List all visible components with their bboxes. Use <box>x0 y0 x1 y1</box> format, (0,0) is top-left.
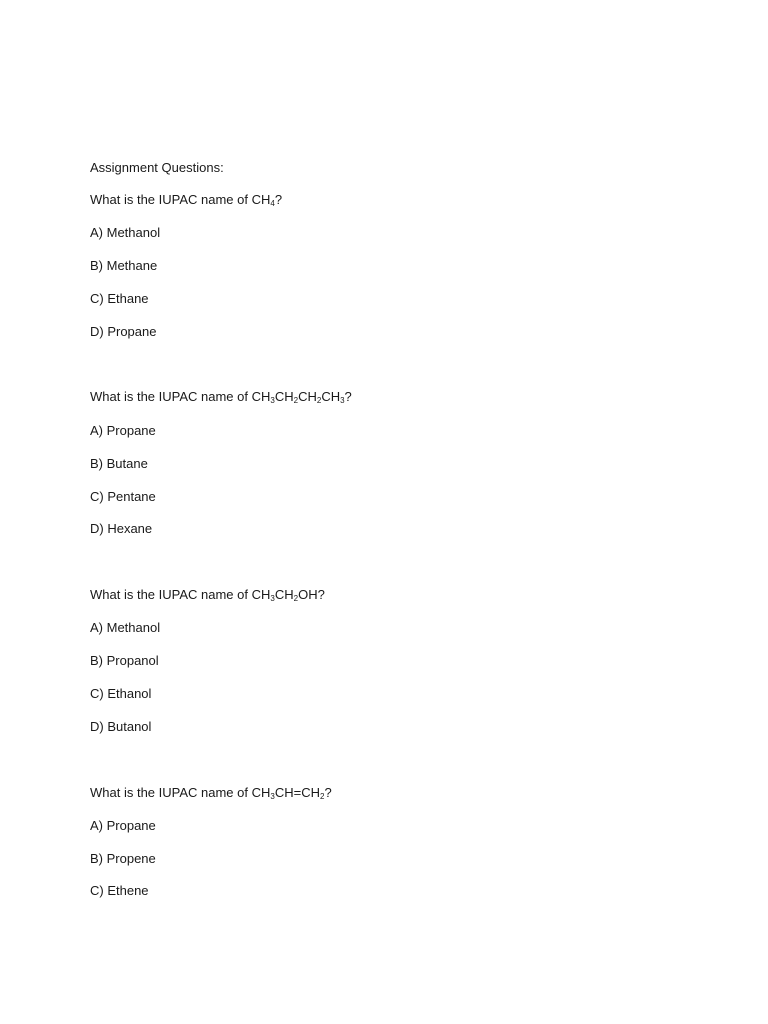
formula-part: CH <box>274 587 294 602</box>
formula-subscript: 2 <box>320 792 325 801</box>
question-3-option-a: A) Methanol <box>90 620 161 635</box>
question-prompt-end: ? <box>274 192 283 207</box>
question-prompt-end: ? <box>324 785 332 800</box>
question-2-option-d: D) Hexane <box>90 521 153 536</box>
formula-part: CH <box>321 389 341 404</box>
formula-part: CH <box>251 192 271 207</box>
question-prompt-text: What is the IUPAC name of <box>90 785 252 800</box>
question-1-option-d: D) Propane <box>90 324 157 339</box>
question-prompt-text: What is the IUPAC name of <box>90 192 252 207</box>
formula-subscript: 2 <box>293 594 299 603</box>
question-2-option-b: B) Butane <box>90 456 148 471</box>
assignment-heading: Assignment Questions: <box>90 160 224 175</box>
question-3-option-b: B) Propanol <box>90 653 159 668</box>
question-1-option-b: B) Methane <box>90 258 158 273</box>
question-1-option-a: A) Methanol <box>90 225 161 240</box>
formula-part: CH=CH <box>274 785 320 800</box>
formula-subscript: 3 <box>270 396 275 405</box>
formula-part: CH <box>298 389 317 404</box>
question-2-option-c: C) Pentane <box>90 489 156 504</box>
question-2-option-a: A) Propane <box>90 423 156 438</box>
question-3-option-d: D) Butanol <box>90 719 152 734</box>
question-prompt-text: What is the IUPAC name of <box>90 587 252 602</box>
question-1-option-c: C) Ethane <box>90 291 149 306</box>
question-3-option-c: C) Ethanol <box>90 686 152 701</box>
formula-subscript: 2 <box>316 396 322 405</box>
question-prompt-text: What is the IUPAC name of <box>90 389 252 404</box>
formula-subscript: 4 <box>270 199 275 208</box>
question-1-prompt <box>90 192 282 208</box>
formula-part: OH <box>298 587 318 602</box>
question-3-prompt <box>90 587 325 603</box>
question-2-prompt <box>90 389 352 405</box>
question-4-option-b: B) Propene <box>90 851 156 866</box>
formula-subscript: 3 <box>340 396 345 405</box>
question-4-option-c: C) Ethene <box>90 883 149 898</box>
formula-part: CH <box>251 785 271 800</box>
question-4-option-a: A) Propane <box>90 818 156 833</box>
question-prompt-end: ? <box>317 587 325 602</box>
formula-part: CH <box>274 389 294 404</box>
formula-subscript: 3 <box>270 792 275 801</box>
question-prompt-end: ? <box>344 389 352 404</box>
formula-subscript: 3 <box>270 594 275 603</box>
formula-part: CH <box>251 587 271 602</box>
formula-subscript: 2 <box>293 396 299 405</box>
formula-part: CH <box>251 389 271 404</box>
question-4-prompt <box>90 785 332 801</box>
